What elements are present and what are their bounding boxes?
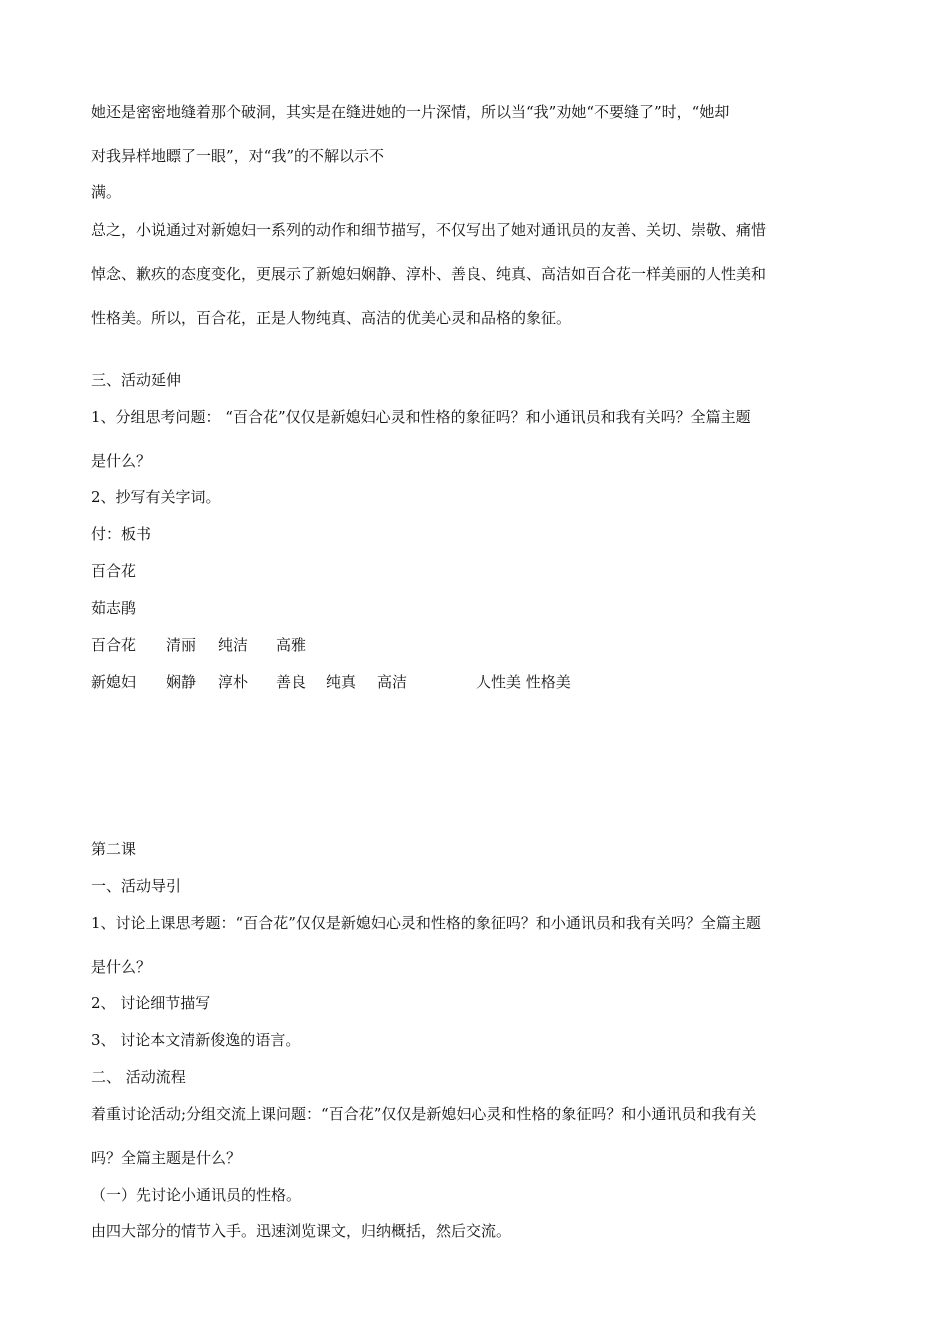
sub-heading: （一）先讨论小通讯员的性格。: [91, 1186, 302, 1204]
board-cell: 善良: [276, 673, 307, 691]
section-heading: 三、活动延伸: [91, 371, 182, 389]
paragraph-line: 她还是密密地缝着那个破洞，其实是在缝进她的一片深情，所以当“我”劝她“不要缝了”时，“她却: [91, 103, 730, 121]
board-cell: 纯真: [326, 673, 357, 691]
question-line: 1、分组思考问题： “百合花”仅仅是新媳妇心灵和性格的象征吗？和小通讯员和我有关吗？全篇主题: [91, 408, 751, 426]
board-cell: 高洁: [377, 673, 408, 691]
board-cell: 娴静: [166, 673, 197, 691]
board-label: 付：板书: [91, 525, 152, 543]
paragraph-line: 着重讨论活动;分组交流上课问题：“百合花”仅仅是新媳妇心灵和性格的象征吗？和小通讯员和我有关: [91, 1105, 757, 1123]
board-cell: 纯洁: [218, 636, 249, 654]
paragraph-line: 吗？全篇主题是什么？: [91, 1149, 242, 1167]
list-item: 1、讨论上课思考题：“百合花”仅仅是新媳妇心灵和性格的象征吗？和小通讯员和我有关吗？全篇主题: [91, 914, 761, 932]
paragraph-line: 总之，小说通过对新媳妇一系列的动作和细节描写，不仅写出了她对通讯员的友善、关切、崇敬、痛惜: [91, 221, 767, 239]
board-cell: 清丽: [166, 636, 197, 654]
board-cell: 淳朴: [218, 673, 249, 691]
paragraph-line: 对我异样地瞟了一眼”，对“我”的不解以示不: [91, 147, 385, 165]
board-cell: 高雅: [276, 636, 307, 654]
board-cell: 百合花: [91, 636, 137, 654]
board-cell: 人性美 性格美: [476, 673, 571, 691]
question-line: 2、抄写有关字词。: [91, 488, 221, 506]
board-author: 茹志鹃: [91, 599, 137, 617]
paragraph-line: 满。: [91, 183, 122, 201]
list-item: 3、 讨论本文清新俊逸的语言。: [91, 1031, 301, 1049]
list-item: 2、 讨论细节描写: [91, 994, 211, 1012]
section-heading: 一、活动导引: [91, 877, 182, 895]
paragraph-line: 由四大部分的情节入手。迅速浏览课文，归纳概括，然后交流。: [91, 1222, 512, 1240]
question-line: 是什么？: [91, 452, 152, 470]
board-cell: 新媳妇: [91, 673, 137, 691]
lesson-title: 第二课: [91, 840, 137, 858]
section-heading: 二、 活动流程: [91, 1068, 186, 1086]
list-item: 是什么？: [91, 958, 152, 976]
paragraph-line: 悼念、歉疚的态度变化，更展示了新媳妇娴静、淳朴、善良、纯真、高洁如百合花一样美丽的人性美和: [91, 265, 767, 283]
paragraph-line: 性格美。所以，百合花，正是人物纯真、高洁的优美心灵和品格的象征。: [91, 309, 572, 327]
board-title: 百合花: [91, 562, 137, 580]
